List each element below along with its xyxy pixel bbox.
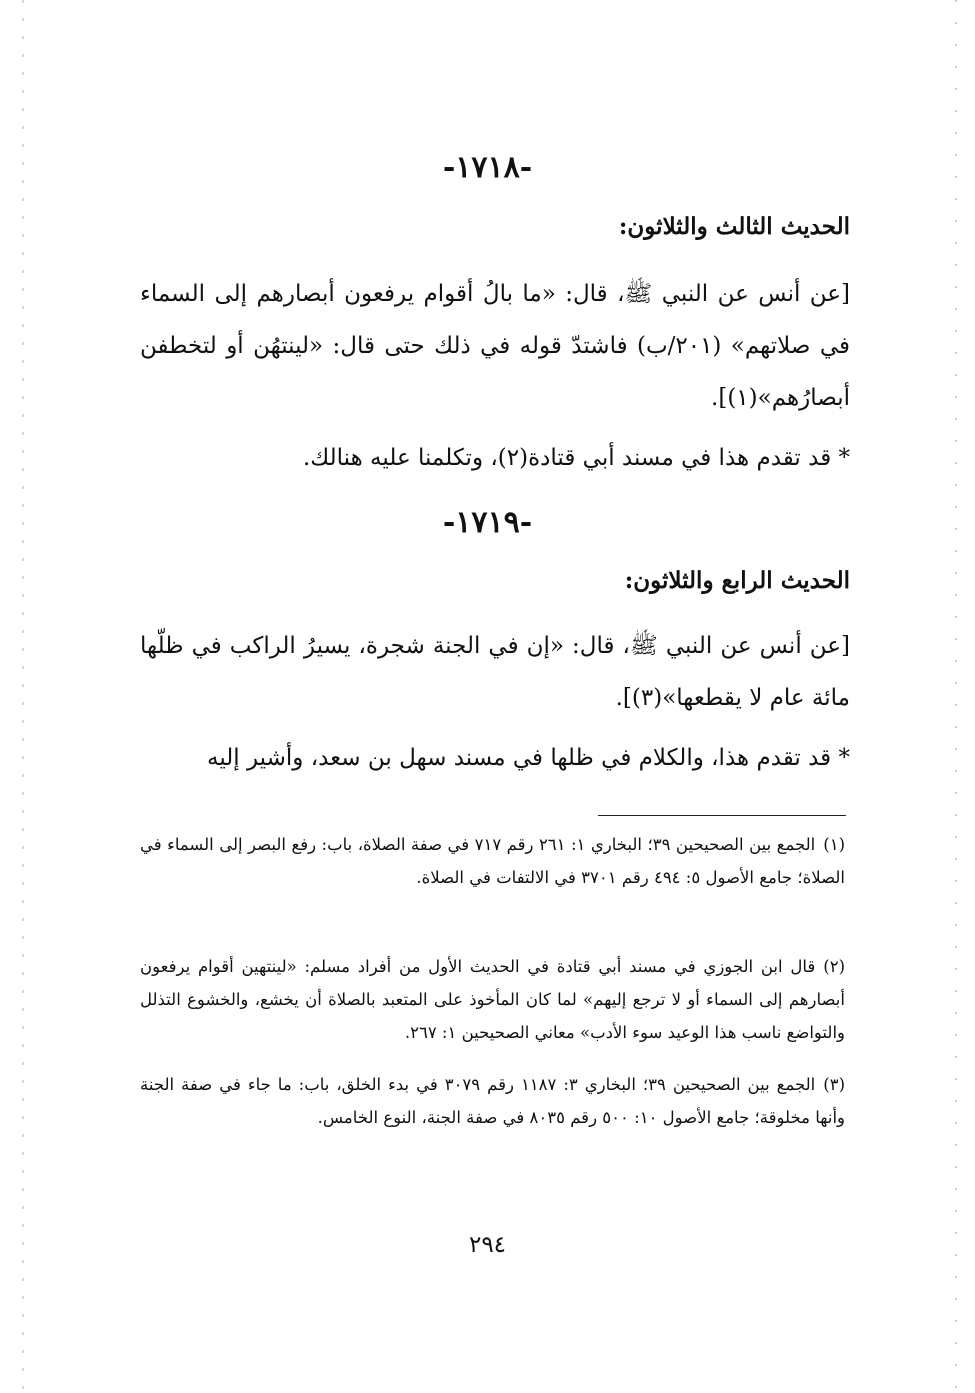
hadith-2-heading: الحديث الرابع والثلاثون:: [624, 567, 850, 594]
footnote-3-number: (٣): [823, 1075, 845, 1094]
hadith-1-text: [عن أنس عن النبي ﷺ، قال: «ما بالُ أقوام يرفعون أبصارهم إلى السماء في صلاتهم» (٢٠١/ب) فاشتدّ قوله في ذلك حتى قال: «لينتهُن أو لتخطفن أبصارُهم»(١)].: [140, 281, 850, 411]
footnote-1: [140, 828, 845, 894]
hadith-1-note: * قد تقدم هذا في مسند أبي قتادة(٢)، وتكلمنا عليه هنالك.: [302, 445, 850, 471]
footnote-2: [140, 950, 845, 1049]
scan-artifact-left: [22, 0, 24, 1393]
hadith-number-1718: -١٧١٨-: [442, 150, 533, 185]
hadith-2-text: [عن أنس عن النبي ﷺ، قال: «إن في الجنة شجرة، يسيرُ الراكب في ظلّها مائة عام لا يقطعها»(٣)].: [140, 633, 850, 711]
footnote-1-text: الجمع بين الصحيحين ٣٩؛ البخاري ١: ٢٦١ رقم ٧١٧ في صفة الصلاة، باب: رفع البصر إلى السماء في الصلاة؛ جامع الأصول ٥: ٤٩٤ رقم ٣٧٠١ في الالتفات في الصلاة.: [140, 835, 845, 887]
footnote-2-number: (٢): [823, 957, 845, 976]
footnote-3: [140, 1068, 845, 1134]
hadith-number-1719: -١٧١٩-: [442, 505, 533, 540]
footnote-1-number: (١): [823, 835, 845, 854]
hadith-1-heading: الحديث الثالث والثلاثون:: [618, 213, 850, 240]
hadith-2-note: * قد تقدم هذا، والكلام في ظلها في مسند سهل بن سعد، وأشير إليه: [207, 745, 850, 771]
page-number: ٢٩٤: [468, 1232, 507, 1258]
footnote-2-text: قال ابن الجوزي في مسند أبي قتادة في الحديث الأول من أفراد مسلم: «لينتهين أقوام يرفعون أبصارهم إلى السماء أو لا ترجع إليهم» لما كان المأخوذ على المتعبد بالصلاة أن يخشع، والخشوع التذلل والتواضع ناسب هذا الوعيد سوء الأدب» معاني الصحيحين ١: ٢٦٧.: [140, 957, 845, 1042]
scan-artifact-right: [955, 0, 957, 1393]
footnote-separator: [598, 815, 846, 816]
footnote-3-text: الجمع بين الصحيحين ٣٩؛ البخاري ٣: ١١٨٧ رقم ٣٠٧٩ في بدء الخلق، باب: ما جاء في صفة الجنة وأنها مخلوقة؛ جامع الأصول ١٠: ٥٠٠ رقم ٨٠٣٥ في صفة الجنة، النوع الخامس.: [140, 1075, 845, 1127]
